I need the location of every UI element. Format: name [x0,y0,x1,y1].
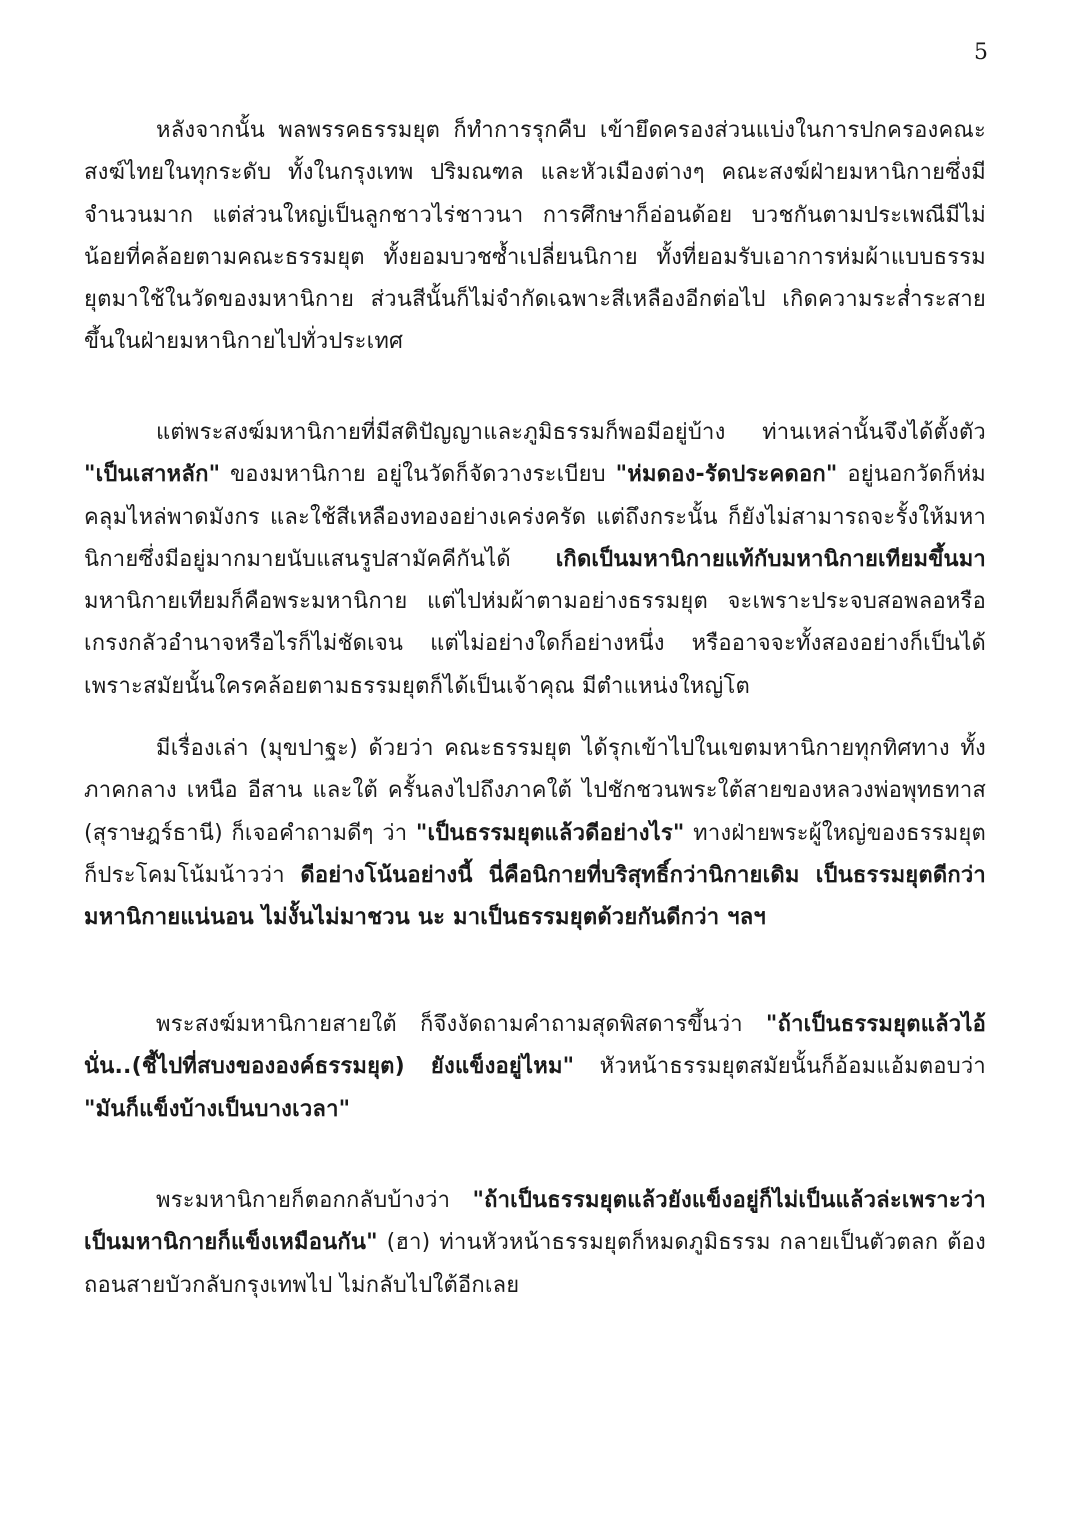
paragraph-4 [84,1004,986,1131]
paragraph-3 [84,728,986,939]
page-number: 5 [974,40,988,65]
paragraph-2 [84,412,986,708]
paragraph-text: ทางฝ่ายพระผู้ใหญ่ของธรรมยุตก็ประโคมโน้มน้าวว่า [84,820,987,888]
paragraph-text: มีเรื่องเล่า (มุขปาฐะ) ด้วยว่า คณะธรรมยุต ได้รุกเข้าไปในเขตมหานิกายทุกทิศทาง ทั้งภาคกลาง เหนือ อีสาน และใต้ ครั้นลงไปถึงภาคใต้ ไปชักชวนพระใต้สายของหลวงพ่อพุทธทาส (สุราษฎร์ธานี) ก็เจอคำถามดีๆ ว่า [84,736,986,846]
paragraph-text: ของมหานิกาย อยู่ในวัดก็จัดวางระเบียบ [220,462,616,488]
bold-phrase: "ถ้าเป็นธรรมยุตแล้วยังแข็งอยู่ก็ไม่เป็นแล้วล่ะเพราะว่าเป็นมหานิกายก็แข็งเหมือนกัน" [84,1188,986,1256]
bold-phrase: "ห่มดอง-รัดประคดอก" [615,462,838,488]
paragraph-text: มหานิกายเทียมก็คือพระมหานิกาย แต่ไปห่มผ้าตามอย่างธรรมยุต จะเพราะประจบสอพลอหรือเกรงกลัวอำนาจหรือไรก็ไม่ชัดเจน แต่ไม่อย่างใดก็อย่างหนึ่ง หรืออาจจะทั้งสองอย่างก็เป็นได้ เพราะสมัยนั้นใครคล้อยตามธรรมยุตก็ได้เป็นเจ้าคุณ มีตำแหน่งใหญ่โต [84,589,986,699]
bold-phrase: "เป็นธรรมยุตแล้วดีอย่างไร" [415,820,685,846]
bold-phrase: เกิดเป็นมหานิกายแท้กับมหานิกายเทียมขึ้นมา [555,546,986,572]
paragraph-text: พระสงฆ์มหานิกายสายใต้ ก็จึงงัดถามคำถามสุดพิสดารขึ้นว่า [156,1012,766,1037]
paragraph-text: (ฮา) ท่านหัวหน้าธรรมยุตก็หมดภูมิธรรม กลายเป็นตัวตลก ต้องถอนสายบัวกลับกรุงเทพไป ไม่กลับไปใต้อีกเลย [84,1230,986,1298]
paragraph-5 [84,1180,986,1307]
paragraph-text: หัวหน้าธรรมยุตสมัยนั้นก็อ้อมแอ้มตอบว่า [574,1054,986,1080]
paragraph-text: หลังจากนั้น พลพรรคธรรมยุต ก็ทำการรุกคืบ เข้ายึดครองส่วนแบ่งในการปกครองคณะสงฆ์ไทยในทุกระดับ ทั้งในกรุงเทพ ปริมณฑล และหัวเมืองต่างๆ คณะสงฆ์ฝ่ายมหานิกายซึ่งมีจำนวนมาก แต่ส่วนใหญ่เป็นลูกชาวไร่ชาวนา การศึกษาก็อ่อนด้อย บวชกันตามประเพณีมีไม่น้อยที่คล้อยตามคณะธรรมยุต ทั้งยอมบวชซ้ำเปลี่ยนนิกาย ทั้งที่ยอมรับเอาการห่มผ้าแบบธรรมยุตมาใช้ในวัดของมหานิกาย ส่วนสีนั้นก็ไม่จำกัดเฉพาะสีเหลืองอีกต่อไป เกิดความระส่ำระสายขึ้นในฝ่ายมหานิกายไปทั่วประเทศ [84,118,986,355]
bold-phrase: "เป็นเสาหลัก" [84,462,221,488]
paragraph-text: พระมหานิกายก็ตอกกลับบ้างว่า [156,1188,473,1213]
bold-phrase: "ถ้าเป็นธรรมยุตแล้วไอ้นั่น..(ชี้ไปที่สบงขององค์ธรรมยุต) ยังแข็งอยู่ไหม" [84,1012,986,1080]
paragraph-1 [84,110,986,364]
paragraph-text: แต่พระสงฆ์มหานิกายที่มีสติปัญญาและภูมิธรรมก็พอมีอยู่บ้าง ท่านเหล่านั้นจึงได้ตั้งตัว [156,420,986,445]
bold-phrase: "มันก็แข็งบ้างเป็นบางเวลา" [84,1096,351,1122]
paragraph-text: อยู่นอกวัดก็ห่มคลุมไหล่พาดมังกร และใช้สีเหลืองทองอย่างเคร่งครัด แต่ถึงกระนั้น ก็ยังไม่สามารถจะรั้งให้มหานิกายซึ่งมีอยู่มากมายนับแสนรูปสามัคคีกันได้ [84,462,986,572]
bold-phrase: ดีอย่างโน้นอย่างนี้ นี่คือนิกายที่บริสุทธิ์กว่านิกายเดิม เป็นธรรมยุตดีกว่ามหานิกายแน่นอน ไม่งั้นไม่มาชวน นะ มาเป็นธรรมยุตด้วยกันดีกว่า ฯลฯ [84,862,986,931]
